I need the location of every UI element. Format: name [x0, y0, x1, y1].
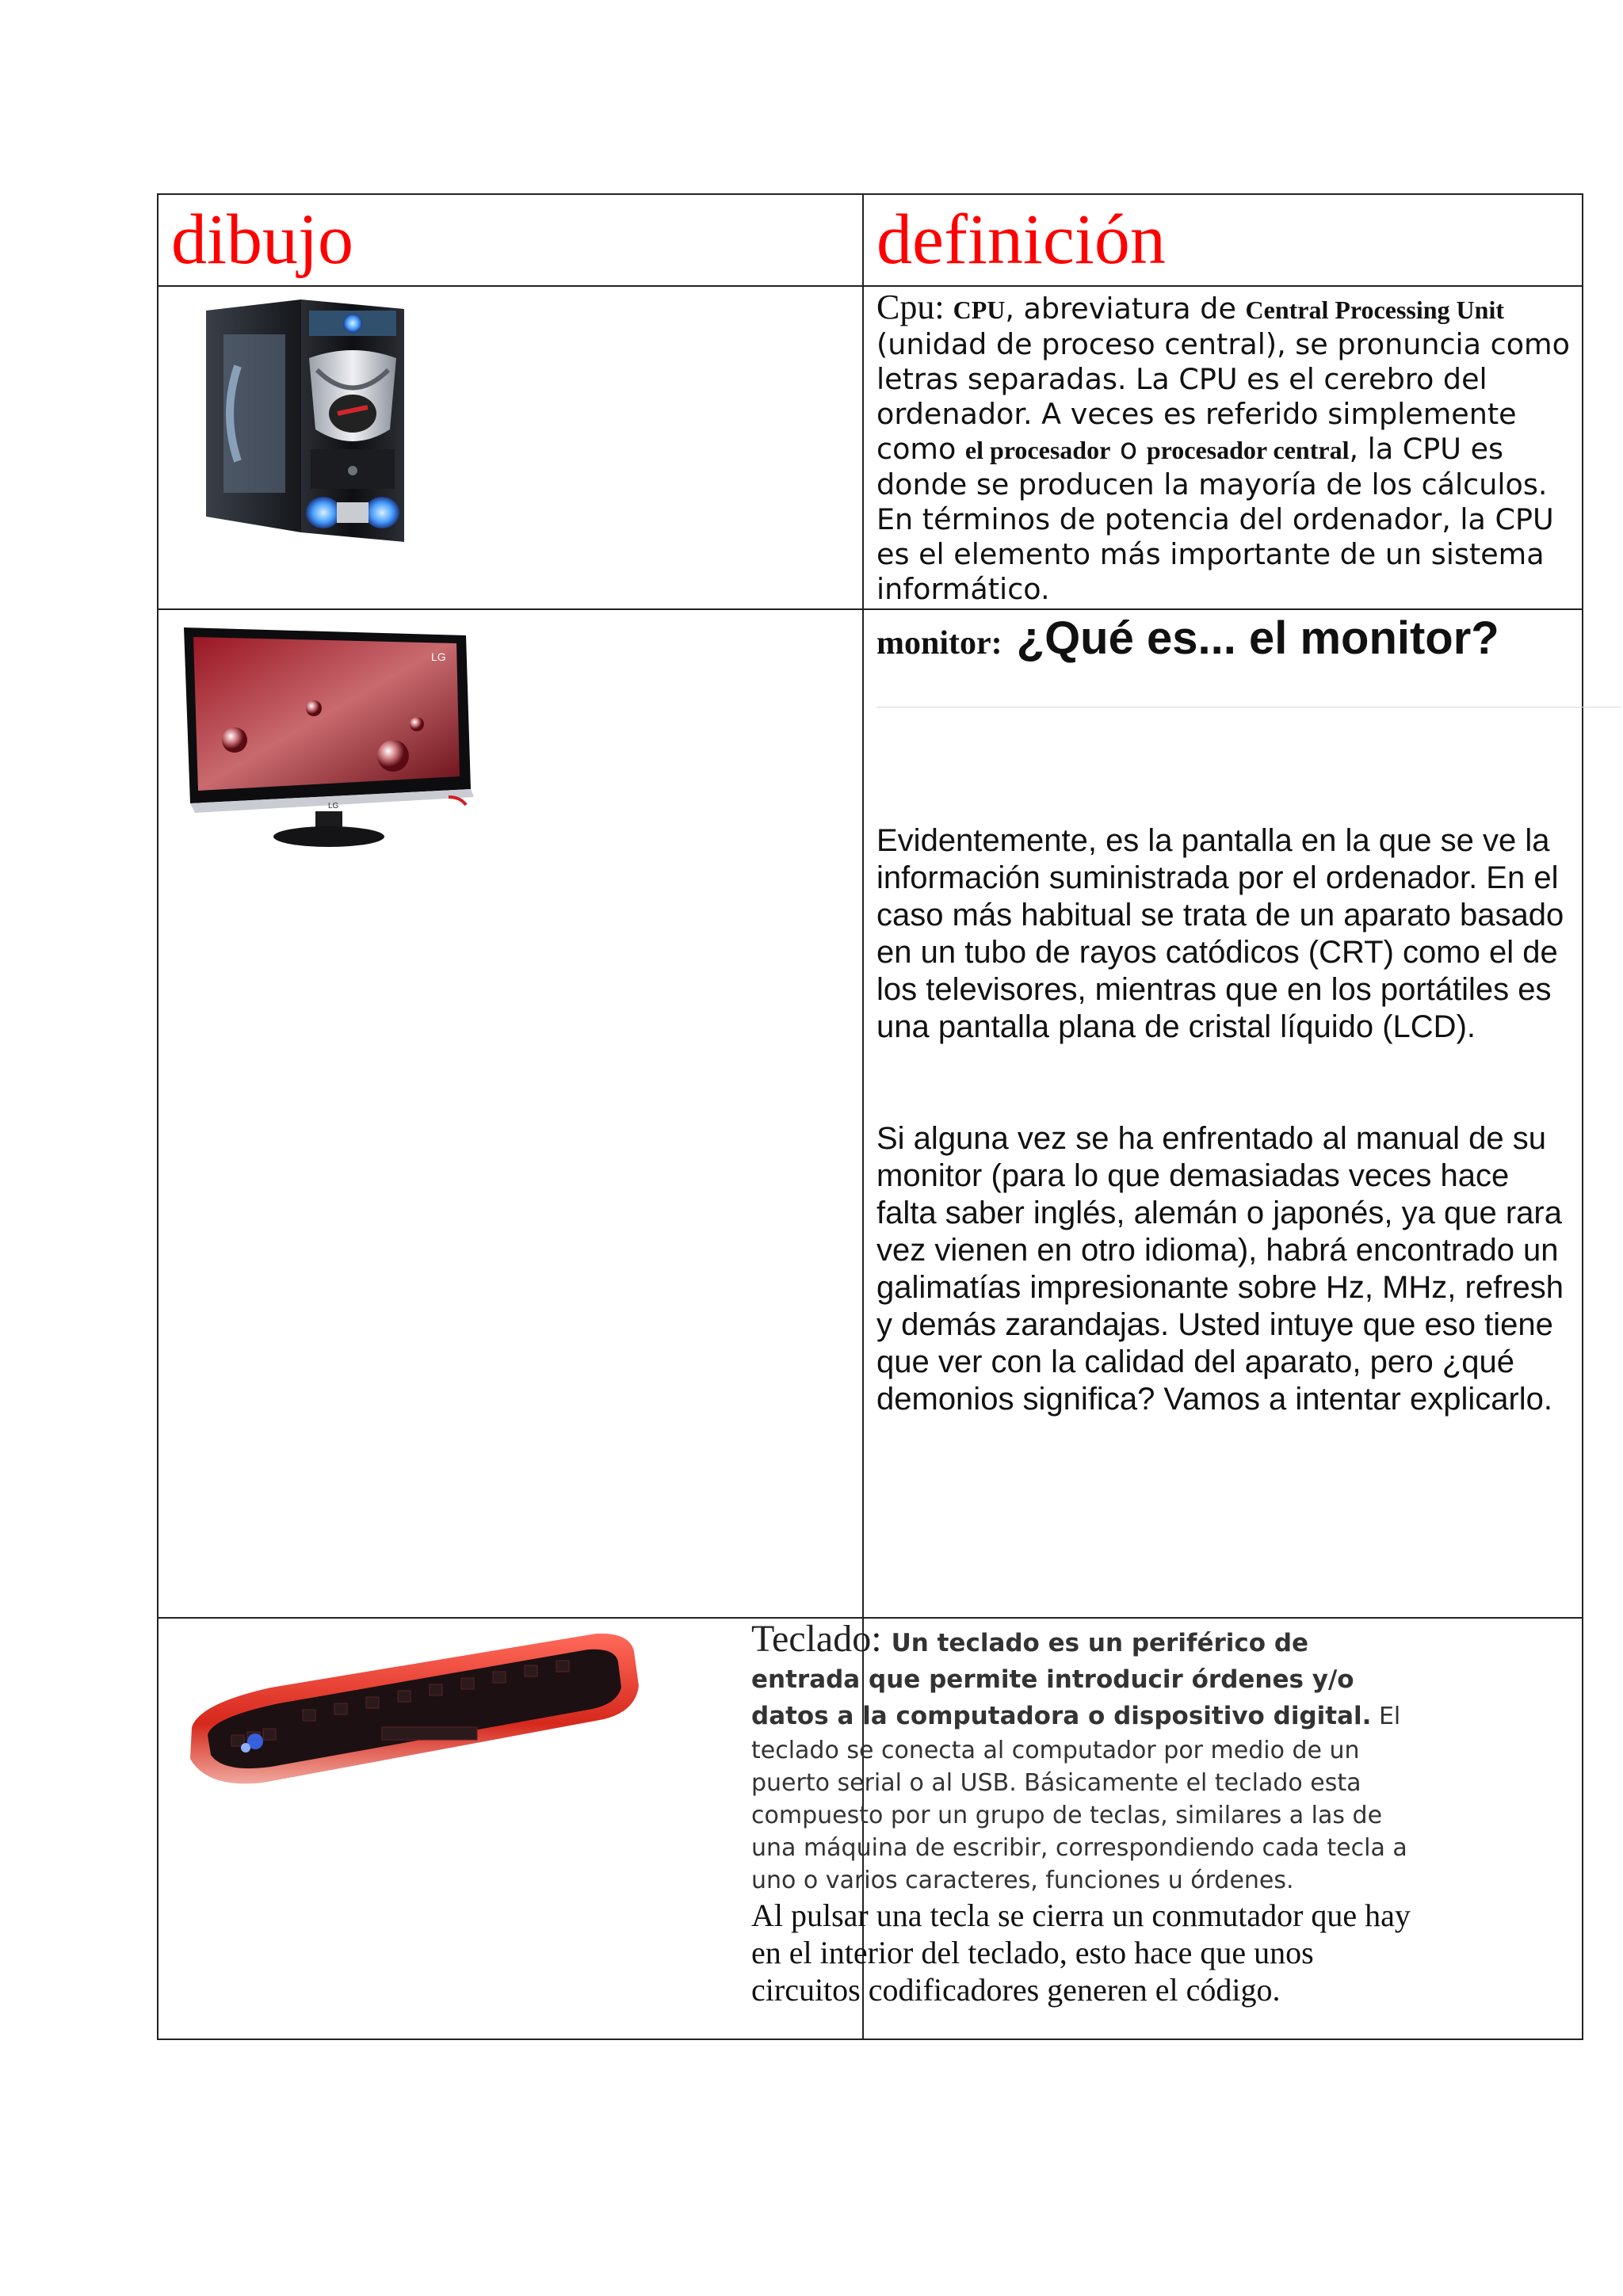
header-definition-label: definición [876, 200, 1166, 279]
cpu-definition [876, 290, 1574, 607]
monitor-paragraph-1: Evidentemente, es la pantalla en la que se ve la información suministrada por el ordenador. En el caso más habitual se trata de un aparato basado en un tubo de rayos catódicos (CRT) como el de los televisores, mientras que en los portátiles es una pantalla plana de cristal líquido (LCD). [876, 823, 1564, 1044]
monitor-heading [876, 612, 1582, 680]
row-divider [157, 608, 1583, 610]
keyboard-bold-text: Un teclado es un periférico de entrada que permite introducir órdenes y/o datos a la computadora o dispositivo digital. [751, 1629, 1372, 1730]
monitor-label: monitor: [876, 625, 1002, 662]
cpu-tower-image [182, 295, 428, 564]
keyboard-definition [751, 1619, 1422, 2008]
monitor-image [179, 621, 480, 851]
keyboard-image [176, 1616, 643, 1791]
header-drawing-label: dibujo [171, 200, 354, 279]
cpu-term: procesador central [1146, 436, 1350, 464]
monitor-question: ¿Qué es... el monitor? [1016, 612, 1499, 664]
cpu-text: , abreviatura de [1005, 292, 1246, 326]
cpu-term: CPU [953, 296, 1006, 324]
cpu-lead: Cpu: [876, 288, 953, 326]
keyboard-text: El teclado se conecta al computador por medio de un puerto serial o al USB. Básicamente el teclado esta compuesto por un grupo de teclas, similares a las de una máquina de escribir, correspondiendo cada tecla a uno o varios caracteres, funciones u órdenes. [751, 1703, 1407, 1894]
row-divider [157, 285, 1583, 287]
cpu-text: (unidad de proceso central), se pronuncia como letras separadas. La CPU es el cerebro del ordenador. A veces es referido simplemente como [876, 327, 1570, 466]
header-drawing [171, 193, 353, 287]
cpu-term: Central Processing Unit [1245, 296, 1504, 324]
cpu-term: el procesador [964, 436, 1111, 464]
monitor-paragraph-2: Si alguna vez se ha enfrentado al manual de su monitor (para lo que demasiadas veces hace falta saber inglés, alemán o japonés, ya que rara vez vienen en otro idioma), habrá encontrado un galimatías impresionante sobre Hz, MHz, refresh y demás zarandajas. Usted intuye que eso tiene que ver con la calidad del aparato, pero ¿qué demonios significa? Vamos a intentar explicarlo. [876, 1121, 1564, 1417]
definitions-table [157, 193, 1583, 2040]
cpu-text: , la CPU es donde se producen la mayoría de los cálculos. En términos de potencia del ordenador, la CPU es el elemento más importante de un sistema informático. [876, 432, 1554, 606]
header-definition [876, 193, 1166, 287]
keyboard-serif-text: Al pulsar una tecla se cierra un conmutador que hay en el interior del teclado, esto hace que unos circuitos codificadores generen el código. [751, 1897, 1411, 2008]
keyboard-lead: Teclado: [751, 1618, 892, 1660]
stand-brand: LG [328, 802, 339, 810]
screen-brand: LG [431, 650, 446, 663]
cpu-text: o [1110, 432, 1147, 466]
